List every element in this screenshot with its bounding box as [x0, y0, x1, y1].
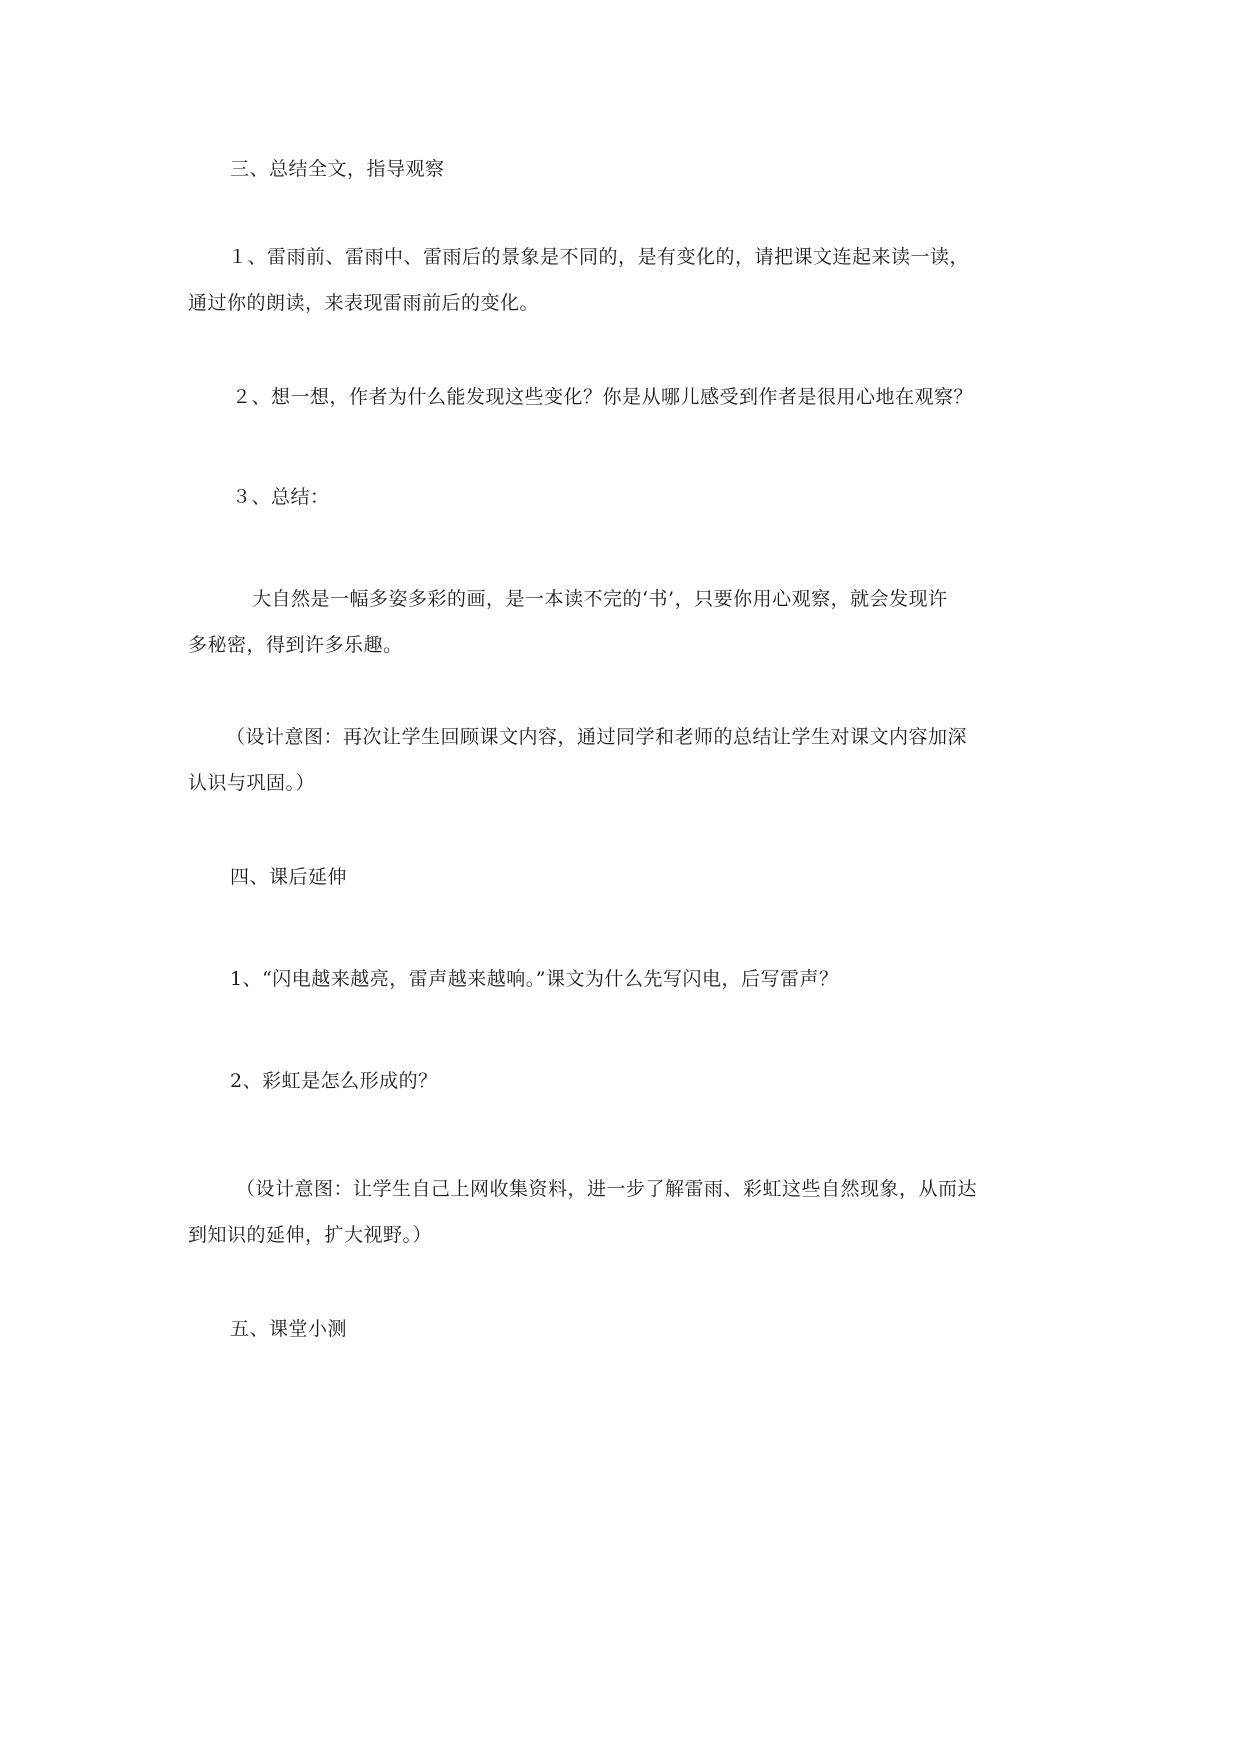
design-note-1-line-2: 认识与巩固。）	[188, 772, 316, 794]
design-note-1-line-1: （设计意图：再次让学生回顾课文内容，通过同学和老师的总结让学生对课文内容加深	[226, 726, 968, 748]
design-note-2-paragraph	[188, 1168, 1068, 1256]
design-note-2-line-2: 到知识的延伸，扩大视野。）	[188, 1224, 433, 1246]
section-3-heading	[230, 148, 1110, 190]
item-3-1-paragraph	[188, 236, 1068, 324]
item-3-3-text: ３、总结：	[232, 486, 330, 508]
section-5-heading	[230, 1308, 1110, 1350]
design-note-2-line-1: （设计意图：让学生自己上网收集资料，进一步了解雷雨、彩虹这些自然现象，从而达	[236, 1178, 978, 1200]
item-3-2-text: ２、想一想，作者为什么能发现这些变化？你是从哪儿感受到作者是很用心地在观察？	[232, 386, 974, 408]
item-4-1-text: 1、“闪电越来越亮，雷声越来越响。”课文为什么先写闪电，后写雷声？	[230, 968, 839, 990]
section-4-heading-text: 四、课后延伸	[230, 866, 348, 888]
item-3-1-line-2: 通过你的朗读，来表现雷雨前后的变化。	[188, 292, 540, 314]
item-3-3-paragraph	[232, 476, 1112, 518]
summary-line-2: 多秘密，得到许多乐趣。	[188, 634, 403, 656]
summary-paragraph	[188, 578, 1068, 666]
section-3-heading-text: 三、总结全文，指导观察	[230, 158, 445, 180]
item-3-1-line-1: １、雷雨前、雷雨中、雷雨后的景象是不同的，是有变化的，请把课文连起来读一读，	[228, 246, 970, 268]
item-4-2-text: 2、彩虹是怎么形成的？	[230, 1070, 438, 1092]
design-note-1-paragraph	[188, 716, 1068, 804]
item-4-1-paragraph	[230, 958, 1110, 1000]
summary-line-1: 大自然是一幅多姿多彩的画，是一本读不完的‘书’，只要你用心观察，就会发现许	[252, 588, 948, 610]
item-3-2-paragraph	[232, 376, 1112, 418]
section-5-heading-text: 五、课堂小测	[230, 1318, 348, 1340]
item-4-2-paragraph	[230, 1060, 1110, 1102]
section-4-heading	[230, 856, 1110, 898]
